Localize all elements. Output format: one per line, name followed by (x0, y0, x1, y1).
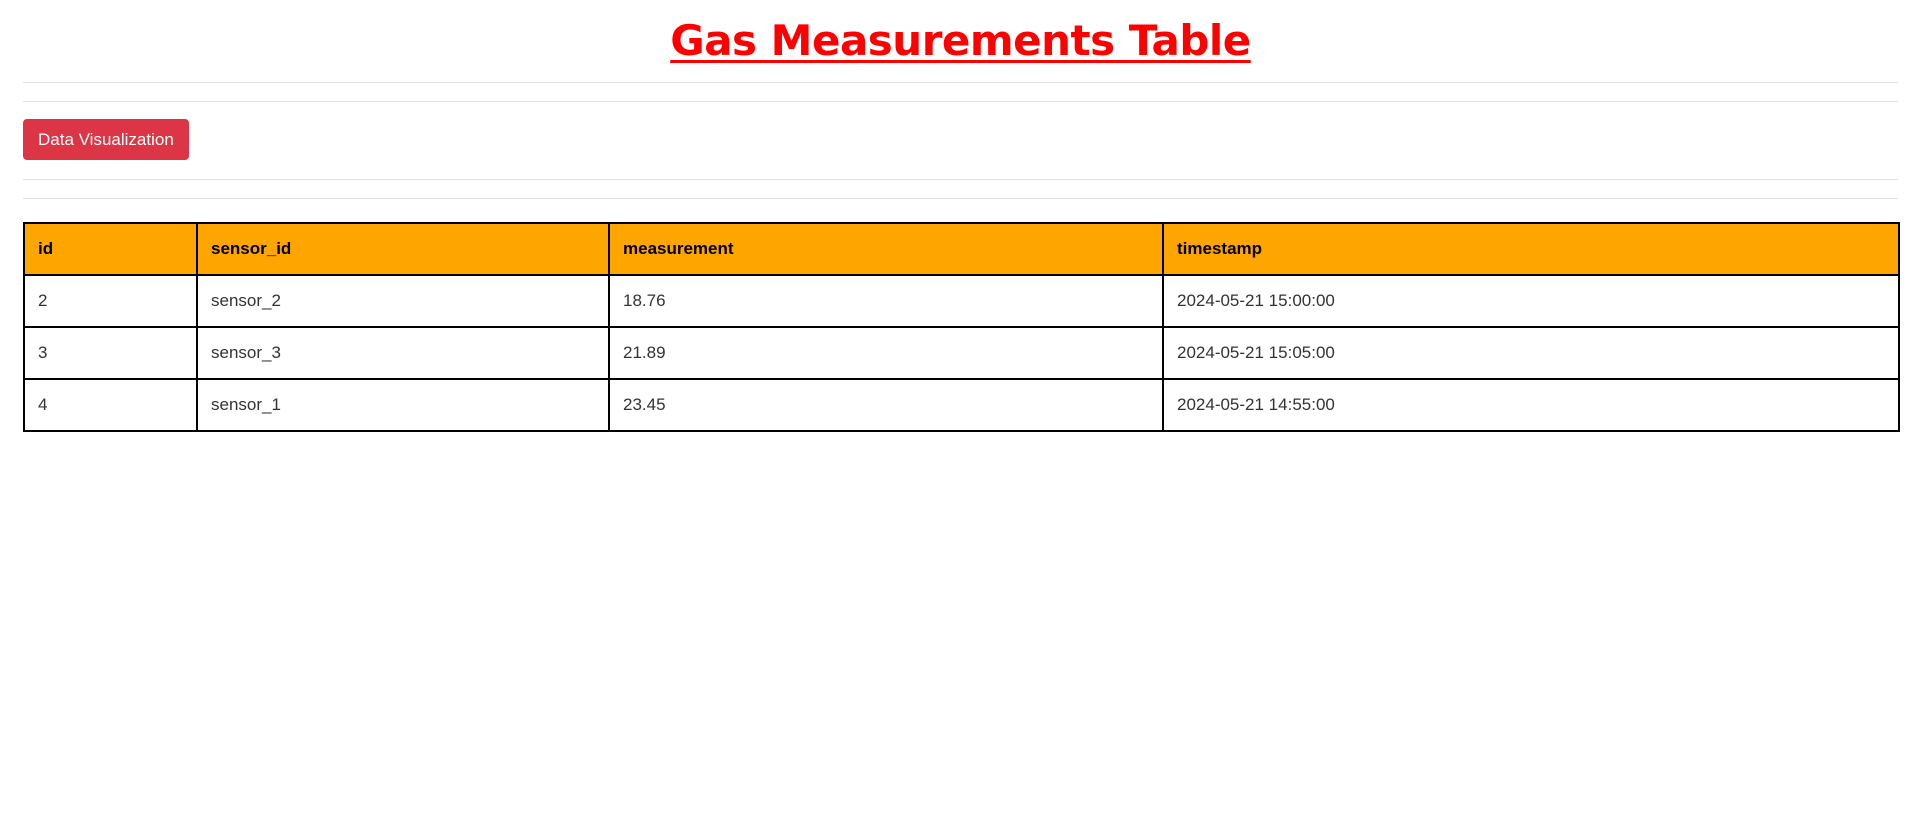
cell-sensor-id: sensor_3 (197, 327, 609, 379)
table-header-row (24, 223, 1899, 275)
data-visualization-button[interactable]: Data Visualization (23, 119, 189, 160)
cell-id: 4 (24, 379, 197, 431)
table-row (24, 379, 1899, 431)
cell-measurement: 23.45 (609, 379, 1163, 431)
column-header-measurement: measurement (609, 223, 1163, 275)
cell-sensor-id: sensor_2 (197, 275, 609, 327)
divider (23, 179, 1898, 180)
cell-timestamp: 2024-05-21 15:00:00 (1163, 275, 1899, 327)
gas-measurements-table (23, 222, 1900, 432)
cell-measurement: 21.89 (609, 327, 1163, 379)
content-container (23, 0, 1898, 432)
divider (23, 101, 1898, 102)
divider (23, 82, 1898, 83)
divider (23, 198, 1898, 199)
table-row (24, 327, 1899, 379)
cell-id: 3 (24, 327, 197, 379)
cell-timestamp: 2024-05-21 14:55:00 (1163, 379, 1899, 431)
cell-sensor-id: sensor_1 (197, 379, 609, 431)
column-header-timestamp: timestamp (1163, 223, 1899, 275)
column-header-sensor-id: sensor_id (197, 223, 609, 275)
cell-id: 2 (24, 275, 197, 327)
cell-measurement: 18.76 (609, 275, 1163, 327)
cell-timestamp: 2024-05-21 15:05:00 (1163, 327, 1899, 379)
table-row (24, 275, 1899, 327)
page-title: Gas Measurements Table (670, 16, 1251, 65)
column-header-id: id (24, 223, 197, 275)
